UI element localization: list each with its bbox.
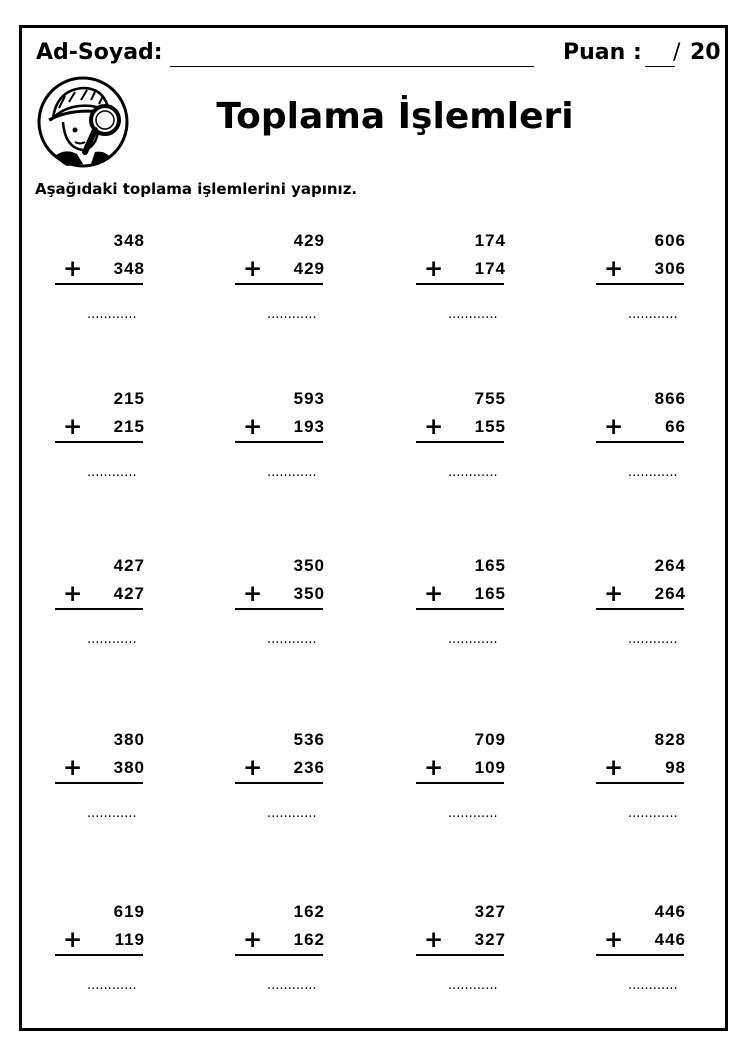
answer-blank[interactable]: ............ [628,307,678,322]
addition-problem [235,730,335,840]
addend-bottom: 174 [474,259,506,278]
addend-bottom: 155 [474,417,506,436]
addend-top: 264 [654,556,686,575]
plus-sign: + [604,927,624,953]
addend-bottom: 264 [654,584,686,603]
addition-problem [596,556,696,666]
addition-problem [235,231,335,341]
sum-line [416,441,504,443]
plus-sign: + [243,755,263,781]
plus-sign: + [424,927,444,953]
addend-bottom: 119 [114,930,145,949]
addend-bottom: 380 [113,758,145,777]
addition-problem [235,902,335,1012]
addend-top: 606 [654,231,686,250]
addend-bottom: 327 [474,930,506,949]
addend-bottom: 236 [293,758,325,777]
answer-blank[interactable]: ............ [87,307,137,322]
name-label: Ad-Soyad: [36,40,163,65]
plus-sign: + [604,414,624,440]
answer-blank[interactable]: ............ [267,806,317,821]
answer-blank[interactable]: ............ [448,307,498,322]
addition-problem [416,730,516,840]
sum-line [235,608,323,610]
addend-top: 427 [113,556,145,575]
plus-sign: + [63,256,83,282]
plus-sign: + [63,581,83,607]
sum-line [55,283,143,285]
addend-top: 429 [293,231,325,250]
addend-bottom: 109 [474,758,506,777]
addend-top: 536 [293,730,325,749]
addition-problem [55,730,155,840]
plus-sign: + [243,581,263,607]
answer-blank[interactable]: ............ [267,465,317,480]
answer-blank[interactable]: ............ [448,632,498,647]
plus-sign: + [604,755,624,781]
score-label: Puan : [563,40,642,65]
addend-bottom: 427 [113,584,145,603]
addition-problem [235,389,335,499]
answer-blank[interactable]: ............ [448,978,498,993]
sum-line [235,441,323,443]
addition-problem [55,389,155,499]
addend-top: 828 [654,730,686,749]
sum-line [55,954,143,956]
addend-bottom: 446 [654,930,686,949]
answer-blank[interactable]: ............ [628,978,678,993]
sum-line [416,954,504,956]
addition-problem [596,730,696,840]
score-field-line[interactable] [645,66,675,67]
sum-line [235,782,323,784]
answer-blank[interactable]: ............ [267,307,317,322]
sum-line [235,283,323,285]
addend-bottom: 162 [293,930,325,949]
sum-line [235,954,323,956]
addend-bottom: 306 [654,259,686,278]
plus-sign: + [424,581,444,607]
answer-blank[interactable]: ............ [628,806,678,821]
addend-top: 380 [113,730,145,749]
plus-sign: + [63,755,83,781]
sum-line [55,608,143,610]
sum-line [596,441,684,443]
plus-sign: + [604,581,624,607]
sum-line [596,954,684,956]
addend-top: 350 [293,556,325,575]
addend-bottom: 165 [474,584,506,603]
addition-problem [416,389,516,499]
addend-top: 327 [474,902,506,921]
name-field-line[interactable] [170,66,534,67]
plus-sign: + [63,414,83,440]
addend-top: 619 [113,902,145,921]
sum-line [55,441,143,443]
plus-sign: + [243,927,263,953]
answer-blank[interactable]: ............ [87,632,137,647]
addend-top: 174 [474,231,506,250]
plus-sign: + [243,256,263,282]
addend-top: 593 [293,389,325,408]
page-title: Toplama İşlemleri [216,96,574,137]
addition-problem [235,556,335,666]
addend-bottom: 350 [293,584,325,603]
addition-problem [596,389,696,499]
answer-blank[interactable]: ............ [628,632,678,647]
addition-problem [55,556,155,666]
answer-blank[interactable]: ............ [87,978,137,993]
sum-line [416,283,504,285]
addition-problem [416,556,516,666]
addend-bottom: 429 [293,259,325,278]
score-slash: / [673,40,681,65]
answer-blank[interactable]: ............ [87,806,137,821]
addend-top: 446 [654,902,686,921]
plus-sign: + [63,927,83,953]
answer-blank[interactable]: ............ [267,978,317,993]
addend-top: 348 [113,231,145,250]
plus-sign: + [604,256,624,282]
sum-line [596,283,684,285]
addend-bottom: 215 [113,417,145,436]
addend-top: 709 [474,730,506,749]
addend-top: 215 [113,389,145,408]
addition-problem [596,231,696,341]
plus-sign: + [243,414,263,440]
sum-line [416,782,504,784]
answer-blank[interactable]: ............ [448,806,498,821]
addend-top: 165 [474,556,506,575]
addition-problem [55,902,155,1012]
sum-line [55,782,143,784]
sum-line [596,782,684,784]
answer-blank[interactable]: ............ [87,465,137,480]
addend-bottom: 348 [113,259,145,278]
answer-blank[interactable]: ............ [448,465,498,480]
addition-problem [596,902,696,1012]
addition-problem [416,231,516,341]
sum-line [596,608,684,610]
plus-sign: + [424,755,444,781]
answer-blank[interactable]: ............ [628,465,678,480]
addition-problem [55,231,155,341]
plus-sign: + [424,414,444,440]
plus-sign: + [424,256,444,282]
addition-problem [416,902,516,1012]
addend-top: 866 [654,389,686,408]
answer-blank[interactable]: ............ [267,632,317,647]
addend-bottom: 66 [665,417,686,436]
worksheet-border [19,25,728,1031]
addend-top: 162 [293,902,325,921]
sum-line [416,608,504,610]
addend-bottom: 98 [665,758,686,777]
instruction-text: Aşağıdaki toplama işlemlerini yapınız. [35,180,358,198]
addend-top: 755 [474,389,506,408]
addend-bottom: 193 [293,417,325,436]
score-total: 20 [690,40,721,65]
